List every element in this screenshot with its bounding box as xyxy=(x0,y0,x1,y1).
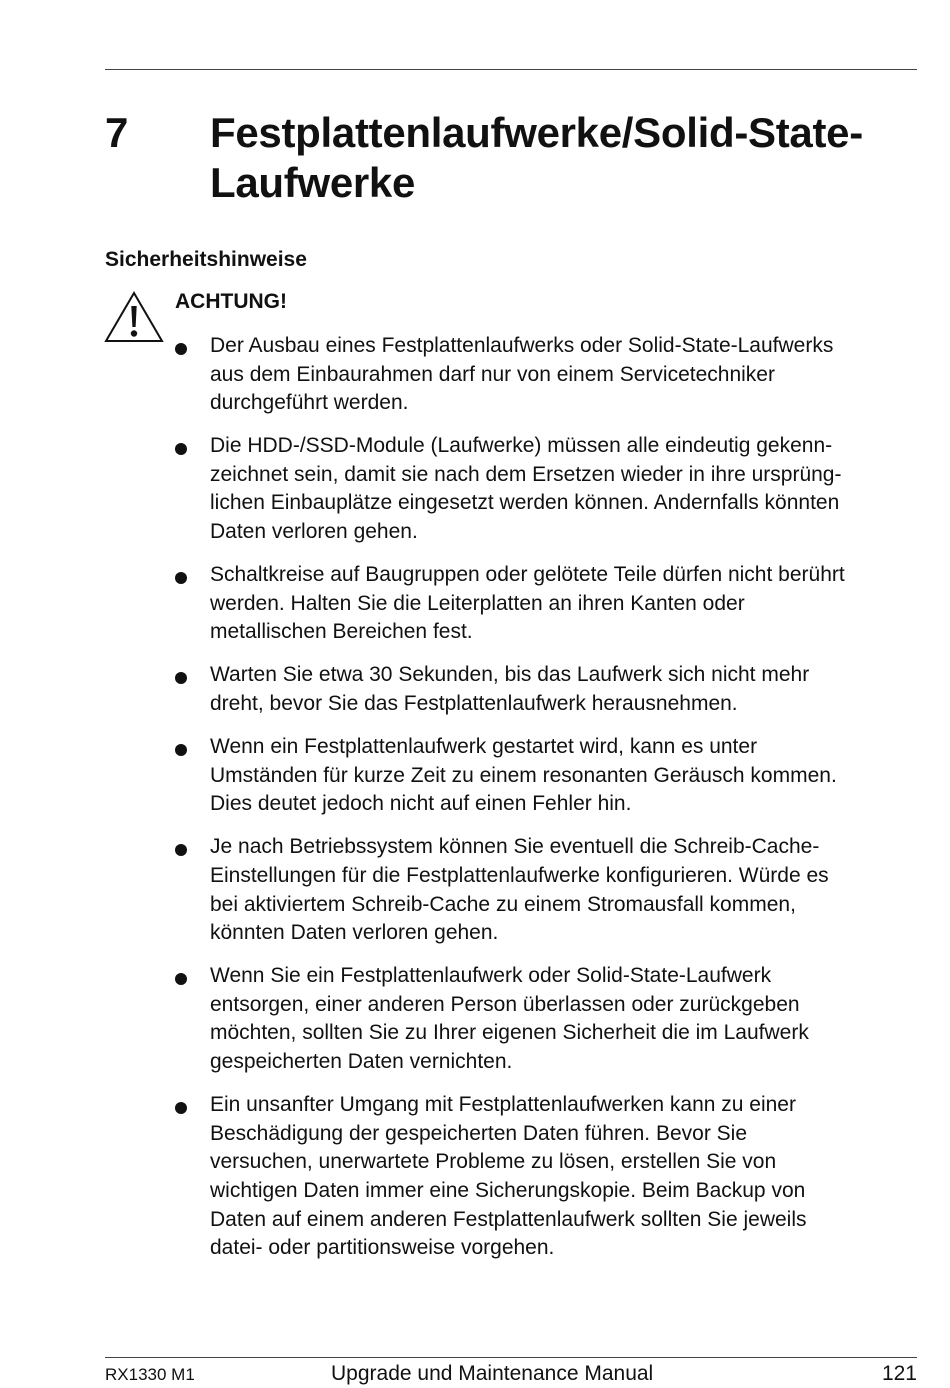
bullet-text xyxy=(210,1091,922,1263)
bullet-text xyxy=(210,432,922,546)
list-item xyxy=(0,661,950,718)
text-line: datei- oder partitionsweise vorgehen. xyxy=(210,1236,555,1260)
text-line: zeichnet sein, damit sie nach dem Ersetzen wieder in ihre ursprüng- xyxy=(210,462,842,486)
bullet-text xyxy=(210,833,922,947)
bullet-text xyxy=(210,661,922,718)
text-line: Wenn Sie ein Festplattenlaufwerk oder Solid-State-Laufwerk xyxy=(210,964,772,988)
bullet-icon xyxy=(175,572,187,584)
bullet-text xyxy=(210,332,922,418)
list-item xyxy=(0,962,950,1076)
text-line: möchten, sollten Sie zu Ihrer eigenen Sicherheit die im Laufwerk xyxy=(210,1021,809,1045)
bullet-icon xyxy=(175,744,187,756)
text-line: werden. Halten Sie die Leiterplatten an ihren Kanten oder xyxy=(210,591,745,615)
bullet-icon xyxy=(175,343,187,355)
bullet-icon xyxy=(175,672,187,684)
bullet-text xyxy=(210,561,922,647)
list-item xyxy=(0,432,950,546)
text-line: Ein unsanfter Umgang mit Festplattenlaufwerken kann zu einer xyxy=(210,1093,796,1117)
bullet-icon xyxy=(175,844,187,856)
chapter-title xyxy=(210,108,930,208)
section-heading: Sicherheitshinweise xyxy=(105,248,307,271)
text-line: könnten Daten verloren gehen. xyxy=(210,921,499,945)
text-line: dreht, bevor Sie das Festplattenlaufwerk herausnehmen. xyxy=(210,692,738,716)
text-line: aus dem Einbaurahmen darf nur von einem Servicetechniker xyxy=(210,362,775,386)
warning-label: ACHTUNG! xyxy=(175,290,287,313)
list-item xyxy=(0,332,950,418)
text-line: Dies deutet jedoch nicht auf einen Fehler hin. xyxy=(210,792,632,816)
chapter-title-line: Festplattenlaufwerke/Solid-State- xyxy=(210,109,863,156)
safety-notes-list xyxy=(0,332,950,1277)
chapter-title-line: Laufwerke xyxy=(210,159,416,206)
text-line: gespeicherten Daten vernichten. xyxy=(210,1050,513,1074)
list-item xyxy=(0,833,950,947)
text-line: Beschädigung der gespeicherten Daten führen. Bevor Sie xyxy=(210,1121,748,1145)
text-line: wichtigen Daten immer eine Sicherungskopie. Beim Backup von xyxy=(210,1178,806,1202)
text-line: durchgeführt werden. xyxy=(210,391,409,415)
text-line: Die HDD-/SSD-Module (Laufwerke) müssen alle eindeutig gekenn- xyxy=(210,434,833,458)
text-line: Schaltkreise auf Baugruppen oder gelötete Teile dürfen nicht berührt xyxy=(210,563,845,587)
text-line: Umständen für kurze Zeit zu einem resonanten Geräusch kommen. xyxy=(210,763,837,787)
footer-rule xyxy=(105,1357,917,1358)
footer-model: RX1330 M1 xyxy=(105,1365,195,1384)
text-line: Daten auf einem anderen Festplattenlaufwerk sollten Sie jeweils xyxy=(210,1207,807,1231)
text-line: Warten Sie etwa 30 Sekunden, bis das Laufwerk sich nicht mehr xyxy=(210,663,810,687)
footer-page-number: 121 xyxy=(881,1362,917,1385)
text-line: versuchen, unerwartete Probleme zu lösen, erstellen Sie von xyxy=(210,1150,777,1174)
bullet-icon xyxy=(175,1102,187,1114)
text-line: Je nach Betriebssystem können Sie eventuell die Schreib-Cache- xyxy=(210,835,820,859)
chapter-number: 7 xyxy=(105,109,129,156)
bullet-icon xyxy=(175,973,187,985)
text-line: Wenn ein Festplattenlaufwerk gestartet wird, kann es unter xyxy=(210,735,758,759)
text-line: entsorgen, einer anderen Person überlassen oder zurückgeben xyxy=(210,992,800,1016)
header-rule xyxy=(105,69,917,70)
text-line: metallischen Bereichen fest. xyxy=(210,620,473,644)
text-line: Einstellungen für die Festplattenlaufwerke konfigurieren. Würde es xyxy=(210,864,829,887)
bullet-text xyxy=(210,733,922,819)
text-line: bei aktiviertem Schreib-Cache zu einem Stromausfall kommen, xyxy=(210,892,796,916)
footer-manual-title: Upgrade und Maintenance Manual xyxy=(331,1362,654,1385)
bullet-icon xyxy=(175,443,187,455)
bullet-text xyxy=(210,962,922,1076)
list-item xyxy=(0,1091,950,1263)
list-item xyxy=(0,561,950,647)
text-line: lichen Einbauplätze eingesetzt werden können. Andernfalls könnten xyxy=(210,491,840,515)
text-line: Der Ausbau eines Festplattenlaufwerks oder Solid-State-Laufwerks xyxy=(210,334,834,357)
text-line: Daten verloren gehen. xyxy=(210,520,418,544)
list-item xyxy=(0,733,950,819)
